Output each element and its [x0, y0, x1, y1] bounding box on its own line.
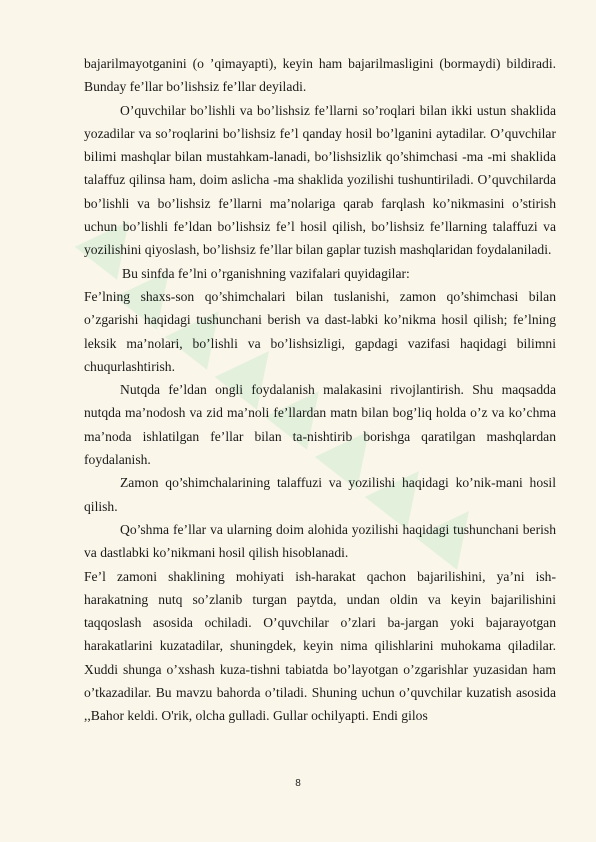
- svg-text:▲: ▲: [69, 188, 163, 287]
- svg-text:▲: ▲: [159, 278, 253, 377]
- paragraph-4: Fe’lning shaxs-son qo’shimchalari bilan tuslanishi, zamon qo’shimchasi bilan o’zgarishi haqidagi tushunchani berish va dast-labki ko’nikma hosil qilish; fe’lning leksik ma’nolari, bo’lishli va bo’lishsizligi, gapdagi vazifasi haqidagi bilimni chuqurlashtirish.: [84, 288, 556, 374]
- paragraph-6: Zamon qo’shimchalarining talaffuzi va yozilishi haqidagi ko’nik-mani hosil qilish.: [84, 475, 556, 514]
- paragraph-5: Nutqda fe’ldan ongli foydalanish malakasini rivojlantirish. Shu maqsadda nutqda ma’nodosh va zid ma’noli fe’llardan matn bilan bog’liq holda o’z va ko’chma ma’noda ishlatilgan fe’llar bilan ta-nishtirib borishga qaratilgan mashqlardan foydalanish.: [84, 382, 556, 468]
- svg-text:▲: ▲: [259, 358, 353, 457]
- paragraph-2: O’quvchilar bo’lishli va bo’lishsiz fe’llarni so’roqlari bilan ikki ustun shaklida yozadilar va so’roqlarini bo’lishsiz fe’l qanday hosil bo’lganini aytadilar. O’quvchilar bilimi mashqlar bilan mustahkam-lanadi, bo’lishsizlik qo’shimchasi -ma -mi shaklida talaffuz qilinsa ham, doim aslicha -ma shaklida yozilishi tushuntiriladi. O’quvchilarda bo’lishli va bo’lishsiz fe’llarni ma’nolariga qarab farqlash ko’nikmasini o’stirish uchun bo’lishli fe’ldan bo’lishsiz fe’l hosil qilish, bo’lishsiz fe’llarning talaffuzi va yozilishini qiyoslash, bo’lishsiz fe’llar bilan gaplar tuzish mashqlaridan foydalaniladi.: [84, 102, 556, 258]
- svg-text:▲: ▲: [409, 478, 503, 577]
- svg-text:▲: ▲: [359, 438, 453, 537]
- svg-text:▲: ▲: [209, 318, 303, 417]
- page-number: 8: [295, 778, 301, 789]
- svg-text:▲: ▲: [109, 238, 203, 337]
- paragraph-1: bajarilmayotganini (o ’qimayapti), keyin ham bajarilmasligini (bormaydi) bildiradi. Bunday fe’llar bo’lishsiz fe’llar deyiladi.: [84, 56, 556, 95]
- document-body: [84, 52, 556, 728]
- paragraph-7: Qo’shma fe’llar va ularning doim alohida yozilishi haqidagi tushunchani berish va dastlabki ko’nikmani hosil qilish hisoblanadi.: [84, 521, 556, 561]
- paragraph-3: Bu sinfda fe’lni o’rganishning vazifalari quyidagilar:: [122, 265, 410, 281]
- paragraph-8: Fe’l zamoni shaklining mohiyati ish-harakat qachon bajarilishini, ya’ni ish-harakatning nutq so’zlanib turgan paytda, undan oldin va keyin bajarilishini taqqoslash asosida ochiladi. O’quvchilar o’zlari ba-jargan yoki bajarayotgan harakatlarini kuzatadilar, shuningdek, keyin nima qilishlarini muhokama qiladilar. Xuddi shunga o’xshash kuza-tishni tabiatda bo’layotgan o’zgarishlar yuzasidan ham o’tkazadilar. Bu mavzu bahorda o’tiladi. Shuning uchun o’quvchilar kuzatish asosida ,,Bahor keldi. O'rik, olcha gulladi. Gullar ochilyapti. Endi gilos: [84, 568, 556, 724]
- svg-text:▲: ▲: [309, 398, 403, 497]
